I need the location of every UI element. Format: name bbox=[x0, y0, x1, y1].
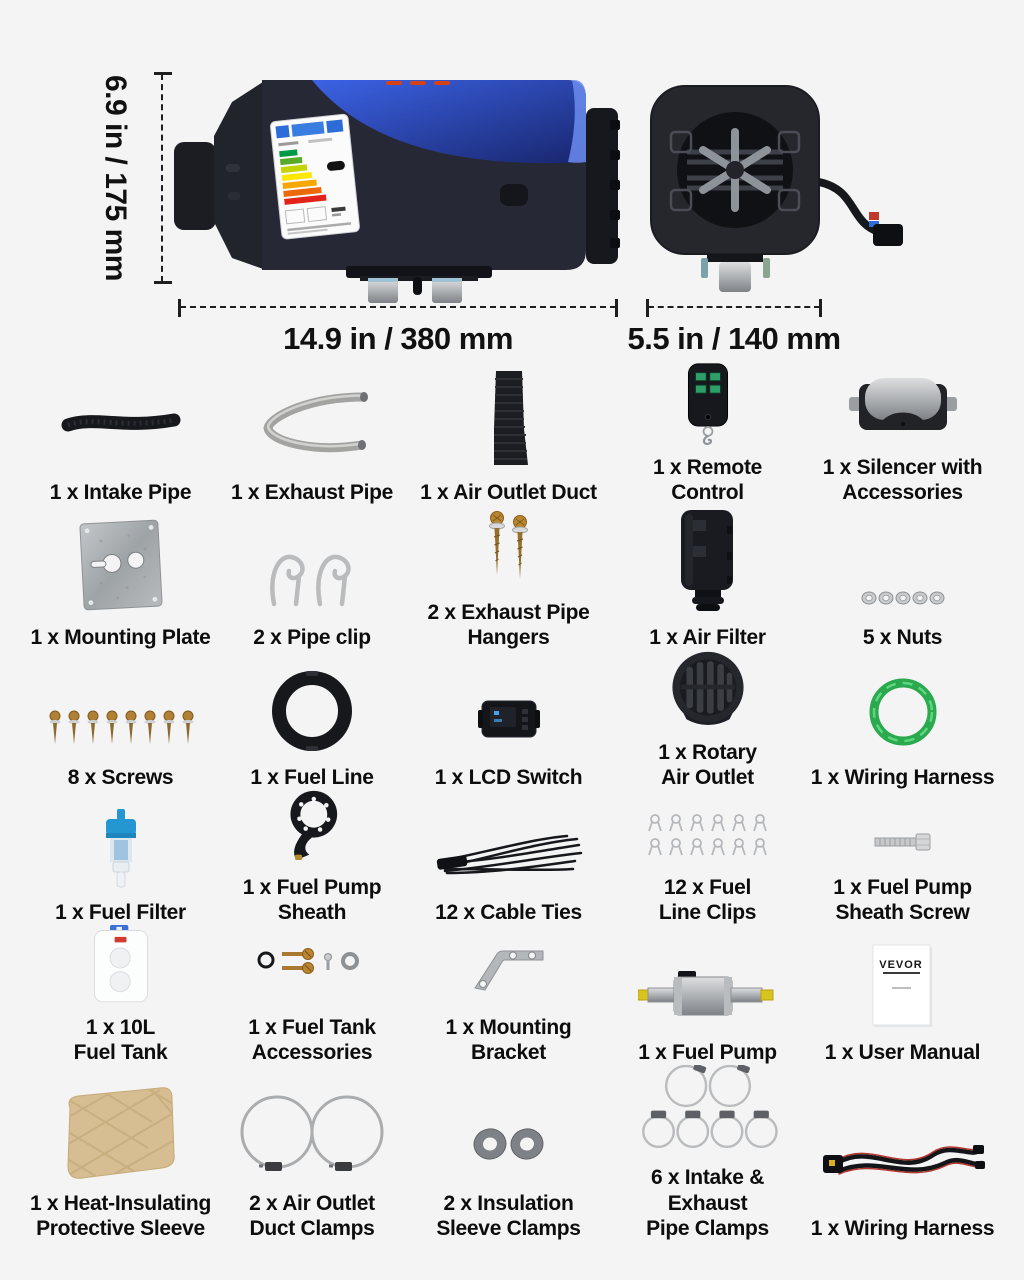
kit-item-label: 1 x Air Filter bbox=[649, 625, 766, 649]
mounting-plate-image bbox=[75, 518, 167, 614]
kit-item-heat-insulating-sleeve bbox=[18, 1065, 223, 1241]
accessories-grid bbox=[18, 362, 1006, 1241]
heater-bottom-pipes bbox=[368, 277, 462, 303]
kit-item-silencer bbox=[799, 362, 1006, 505]
kit-item-label: 1 x Fuel Pump bbox=[638, 1040, 777, 1064]
kit-item-intake-pipe bbox=[18, 362, 223, 505]
height-dimension-line bbox=[161, 74, 163, 282]
kit-item-label: 1 x Wiring Harness bbox=[810, 765, 995, 789]
kit-item-label: 1 x Remote Control bbox=[652, 455, 763, 504]
kit-item-nuts bbox=[799, 505, 1006, 650]
kit-item-label: 1 x Air Outlet Duct bbox=[420, 480, 597, 504]
energy-label bbox=[270, 114, 360, 240]
air-outlet-duct-clamps-image bbox=[239, 1092, 385, 1180]
kit-item-label: 5 x Nuts bbox=[862, 625, 943, 649]
wiring-harness-green-image bbox=[865, 674, 941, 750]
kit-item-rotary-air-outlet bbox=[616, 650, 799, 790]
air-filter-image bbox=[675, 508, 741, 614]
wire-connector bbox=[873, 224, 903, 246]
kit-item-fuel-pump-sheath-screw bbox=[799, 790, 1006, 925]
kit-item-label: 1 x Mounting Plate bbox=[30, 625, 211, 649]
kit-item-mounting-plate bbox=[18, 505, 223, 650]
heater-blower-image bbox=[645, 80, 907, 298]
kit-item-mounting-bracket bbox=[401, 925, 616, 1065]
kit-item-label: 1 x User Manual bbox=[824, 1040, 981, 1064]
user-manual-image bbox=[871, 943, 935, 1029]
diesel-heater-image bbox=[170, 72, 630, 307]
kit-item-insulation-sleeve-clamps bbox=[401, 1065, 616, 1241]
fuel-line-clips-image bbox=[645, 812, 771, 860]
kit-item-label: 6 x Intake & Exhaust Pipe Clamps bbox=[646, 1166, 769, 1240]
blower-width-dimension-line bbox=[648, 306, 820, 308]
intake-exhaust-pipe-clamps-image bbox=[637, 1065, 779, 1154]
kit-item-fuel-tank-accessories bbox=[223, 925, 401, 1065]
kit-item-label: 1 x Intake Pipe bbox=[49, 480, 192, 504]
kit-item-label: 2 x Exhaust Pipe Hangers bbox=[427, 600, 590, 649]
heater-top-logo-marks bbox=[386, 81, 450, 85]
kit-item-label: 1 x Fuel Line bbox=[250, 765, 374, 789]
kit-item-remote-control bbox=[616, 362, 799, 505]
kit-item-label: 1 x Mounting Bracket bbox=[445, 1015, 572, 1064]
mounting-bracket-image bbox=[469, 944, 549, 992]
nuts-image bbox=[861, 588, 945, 608]
intake-pipe-image bbox=[61, 405, 181, 437]
kit-item-air-outlet-duct bbox=[401, 362, 616, 505]
kit-item-cable-ties bbox=[401, 790, 616, 925]
kit-item-label: 1 x Rotary Air Outlet bbox=[658, 740, 757, 789]
kit-item-fuel-line-clips bbox=[616, 790, 799, 925]
kit-item-pipe-clip bbox=[223, 505, 401, 650]
rotary-air-outlet-image bbox=[667, 650, 749, 729]
kit-item-intake-exhaust-pipe-clamps bbox=[616, 1065, 799, 1241]
pipe-clip-image bbox=[264, 550, 360, 608]
insulation-sleeve-clamps-image bbox=[471, 1124, 547, 1164]
kit-item-label: 1 x LCD Switch bbox=[434, 765, 583, 789]
kit-item-wiring-harness-green bbox=[799, 650, 1006, 790]
exhaust-pipe-hangers-image bbox=[480, 509, 538, 589]
cable-ties-image bbox=[435, 833, 583, 881]
manual-brand-text: VEVOR bbox=[878, 958, 923, 971]
height-dimension-label: 6.9 in / 175 mm bbox=[99, 75, 132, 281]
kit-item-wiring-harness-cables bbox=[799, 1065, 1006, 1241]
blower-width-dimension-label: 5.5 in / 140 mm bbox=[627, 321, 841, 356]
kit-item-fuel-pump bbox=[616, 925, 799, 1065]
kit-item-user-manual bbox=[799, 925, 1006, 1065]
kit-item-label: 1 x 10L Fuel Tank bbox=[73, 1015, 168, 1064]
kit-item-label: 1 x Fuel Pump Sheath bbox=[242, 875, 382, 924]
lcd-switch-image bbox=[478, 698, 540, 740]
kit-item-label: 1 x Fuel Tank Accessories bbox=[248, 1015, 376, 1064]
kit-item-fuel-line bbox=[223, 650, 401, 790]
fuel-pump-sheath-screw-image bbox=[873, 832, 933, 852]
kit-item-label: 1 x Heat-Insulating Protective Sleeve bbox=[29, 1191, 211, 1240]
main-width-dimension-label: 14.9 in / 380 mm bbox=[283, 321, 513, 356]
kit-item-fuel-tank bbox=[18, 925, 223, 1065]
kit-item-fuel-filter bbox=[18, 790, 223, 925]
air-outlet-duct-image bbox=[488, 369, 530, 467]
fuel-tank-image bbox=[89, 925, 153, 1004]
remote-control-image bbox=[681, 362, 735, 446]
kit-item-label: 2 x Air Outlet Duct Clamps bbox=[249, 1191, 375, 1240]
kit-item-label: 1 x Wiring Harness bbox=[810, 1216, 995, 1240]
fuel-pump-sheath-image bbox=[281, 790, 343, 864]
kit-item-label: 12 x Fuel Line Clips bbox=[658, 875, 757, 924]
kit-item-air-filter bbox=[616, 505, 799, 650]
kit-item-label: 2 x Insulation Sleeve Clamps bbox=[436, 1191, 581, 1240]
screws-image bbox=[45, 710, 197, 748]
kit-item-label: 12 x Cable Ties bbox=[435, 900, 582, 924]
fuel-pump-image bbox=[638, 971, 778, 1017]
kit-item-exhaust-pipe-hangers bbox=[401, 505, 616, 650]
kit-item-exhaust-pipe bbox=[223, 362, 401, 505]
fuel-tank-accessories-image bbox=[256, 944, 368, 982]
fuel-line-image bbox=[270, 668, 354, 754]
kit-item-label: 1 x Exhaust Pipe bbox=[230, 480, 394, 504]
kit-item-fuel-pump-sheath bbox=[223, 790, 401, 925]
heater-left-port bbox=[174, 142, 216, 230]
fuel-filter-image bbox=[101, 809, 141, 889]
kit-item-air-outlet-duct-clamps bbox=[223, 1065, 401, 1241]
exhaust-pipe-image bbox=[250, 389, 374, 459]
kit-item-label: 1 x Silencer with Accessories bbox=[822, 455, 983, 504]
heat-insulating-sleeve-image bbox=[56, 1086, 186, 1180]
kit-item-label: 1 x Fuel Pump Sheath Screw bbox=[833, 875, 972, 924]
kit-item-label: 2 x Pipe clip bbox=[253, 625, 371, 649]
kit-item-lcd-switch bbox=[401, 650, 616, 790]
silencer-image bbox=[849, 372, 957, 436]
kit-item-label: 1 x Fuel Filter bbox=[55, 900, 186, 924]
kit-item-screws bbox=[18, 650, 223, 790]
kit-item-label: 8 x Screws bbox=[67, 765, 174, 789]
wiring-harness-cables-image bbox=[821, 1133, 985, 1191]
